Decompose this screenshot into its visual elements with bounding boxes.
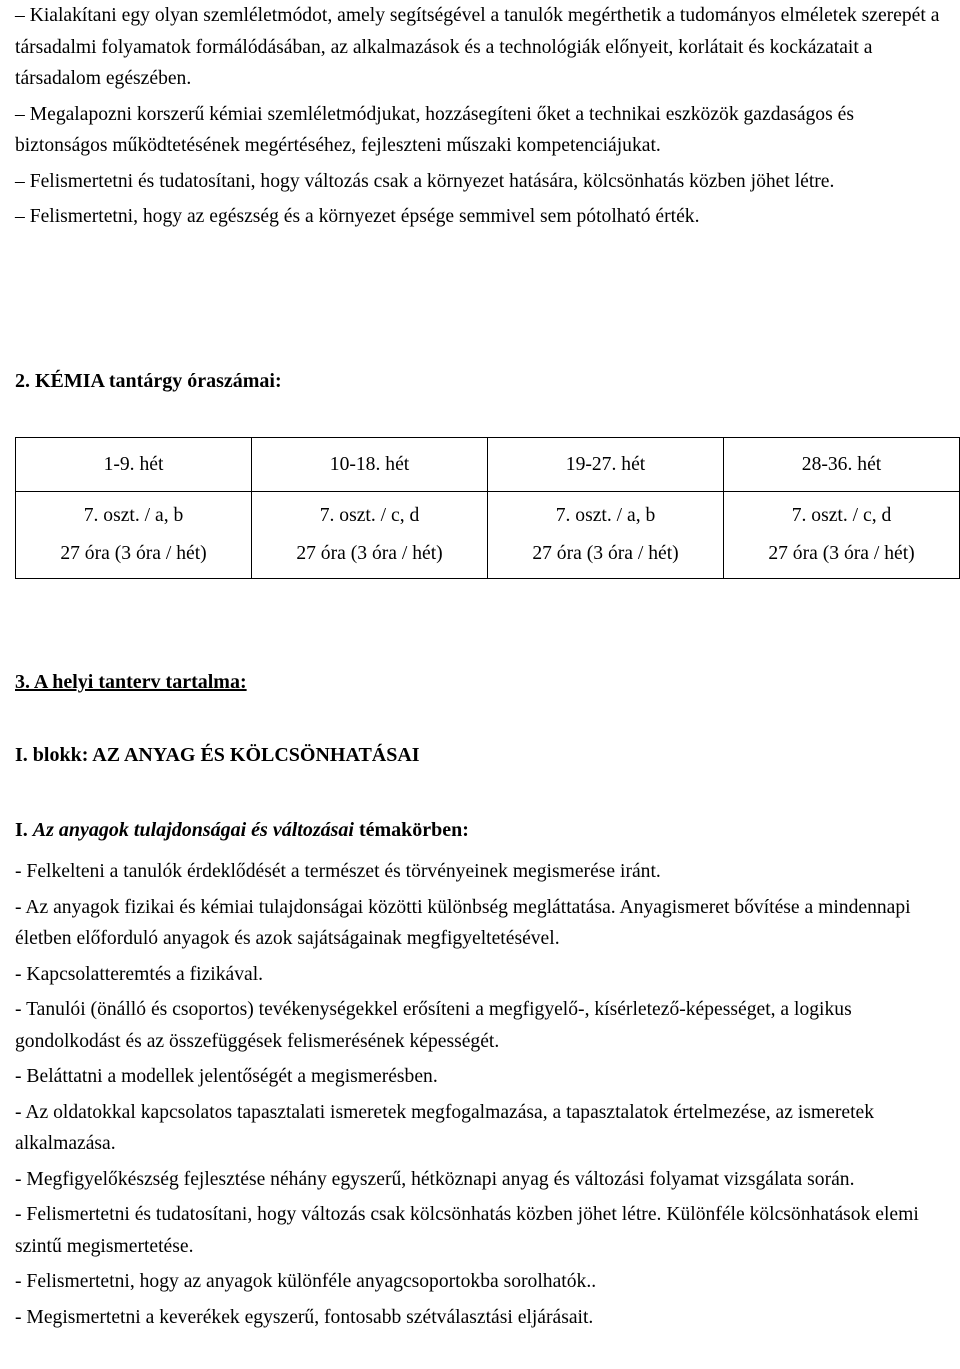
schedule-cell — [252, 492, 488, 579]
goals-list — [15, 856, 940, 1333]
goal-item: - Felismertetni és tudatosítani, hogy változás csak kölcsönhatás közben jöhet létre. Különféle kölcsönhatások elemi szintű megismertetése. — [15, 1204, 919, 1257]
goal-item: - Megismertetni a keverékek egyszerű, fontosabb szétválasztási eljárásait. — [15, 1306, 594, 1328]
goal-item: - Megfigyelőkészség fejlesztése néhány egyszerű, hétköznapi anyag és változási folyamat vizsgálata során. — [15, 1168, 855, 1190]
intro-item: – Felismertetni és tudatosítani, hogy változás csak a környezet hatására, kölcsönhatás közben jöhet létre. — [15, 170, 835, 192]
intro-list — [15, 0, 940, 233]
topic-name: Az anyagok tulajdonságai és változásai — [32, 819, 354, 841]
goal-item: - Tanulói (önálló és csoportos) tevékenységekkel erősíteni a megfigyelő-, kísérletező-képességet, a logikus gondolkodást és az összefüggések felismerésének képességét. — [15, 999, 852, 1052]
goal-item: - Felismertetni, hogy az anyagok különféle anyagcsoportokba sorolhatók.. — [15, 1271, 597, 1292]
intro-item: – Megalapozni korszerű kémiai szemléletmódjukat, hozzásegíteni őket a technikai eszközök gazdaságos és biztonságos működtetésének megértéséhez, fejleszteni műszaki kompetenciájukat. — [15, 103, 854, 156]
schedule-table — [15, 437, 960, 579]
schedule-class: 7. oszt. / c, d — [791, 505, 892, 526]
schedule-header-cell: 1-9. hét — [16, 438, 252, 492]
section-2-title: 2. KÉMIA tantárgy óraszámai: — [15, 370, 282, 392]
section-3-title: 3. A helyi tanterv tartalma: — [15, 671, 247, 693]
schedule-body-row — [16, 492, 960, 579]
schedule-header-cell: 19-27. hét — [488, 438, 724, 492]
topic-heading — [15, 815, 469, 845]
schedule-cell — [16, 492, 252, 579]
intro-item: – Felismertetni, hogy az egészség és a környezet épsége semmivel sem pótolható érték. — [15, 206, 700, 227]
schedule-hours: 27 óra (3 óra / hét) — [296, 543, 443, 564]
goal-item: - Az anyagok fizikai és kémiai tulajdonságai közötti különbség megláttatása. Anyagismeret bővítése a mindennapi életben előforduló anyagok és azok sajátságainak megfigyeltetésével. — [15, 896, 911, 949]
goal-item: - Beláttatni a modellek jelentőségét a megismerésben. — [15, 1066, 438, 1087]
schedule-cell — [724, 492, 960, 579]
schedule-class: 7. oszt. / a, b — [555, 505, 656, 526]
schedule-class: 7. oszt. / a, b — [83, 505, 184, 526]
schedule-hours: 27 óra (3 óra / hét) — [532, 543, 679, 564]
schedule-hours: 27 óra (3 óra / hét) — [60, 543, 207, 564]
schedule-header-row — [16, 438, 960, 492]
goal-item: - Az oldatokkal kapcsolatos tapasztalati ismeretek megfogalmazása, a tapasztalatok értelmezése, az ismeretek alkalmazása. — [15, 1101, 875, 1154]
schedule-class: 7. oszt. / c, d — [319, 505, 420, 526]
schedule-header-cell: 28-36. hét — [724, 438, 960, 492]
schedule-header-cell: 10-18. hét — [252, 438, 488, 492]
schedule-hours: 27 óra (3 óra / hét) — [768, 543, 915, 564]
goal-item: - Kapcsolatteremtés a fizikával. — [15, 963, 264, 985]
goal-item: - Felkelteni a tanulók érdeklődését a természet és törvényeinek megismerése iránt. — [15, 861, 661, 882]
topic-suffix: témakörben: — [353, 819, 469, 841]
intro-item: – Kialakítani egy olyan szemléletmódot, amely segítségével a tanulók megérthetik a tudományos elméletek szerepét a társadalmi folyamatok formálódásában, az alkalmazások és a technológiák előnyeit, korlátait és kockázatait a társadalom egészében. — [15, 5, 940, 89]
topic-prefix: I. — [15, 819, 33, 841]
schedule-cell — [488, 492, 724, 579]
block-title: I. blokk: AZ ANYAG ÉS KÖLCSÖNHATÁSAI — [15, 744, 420, 766]
